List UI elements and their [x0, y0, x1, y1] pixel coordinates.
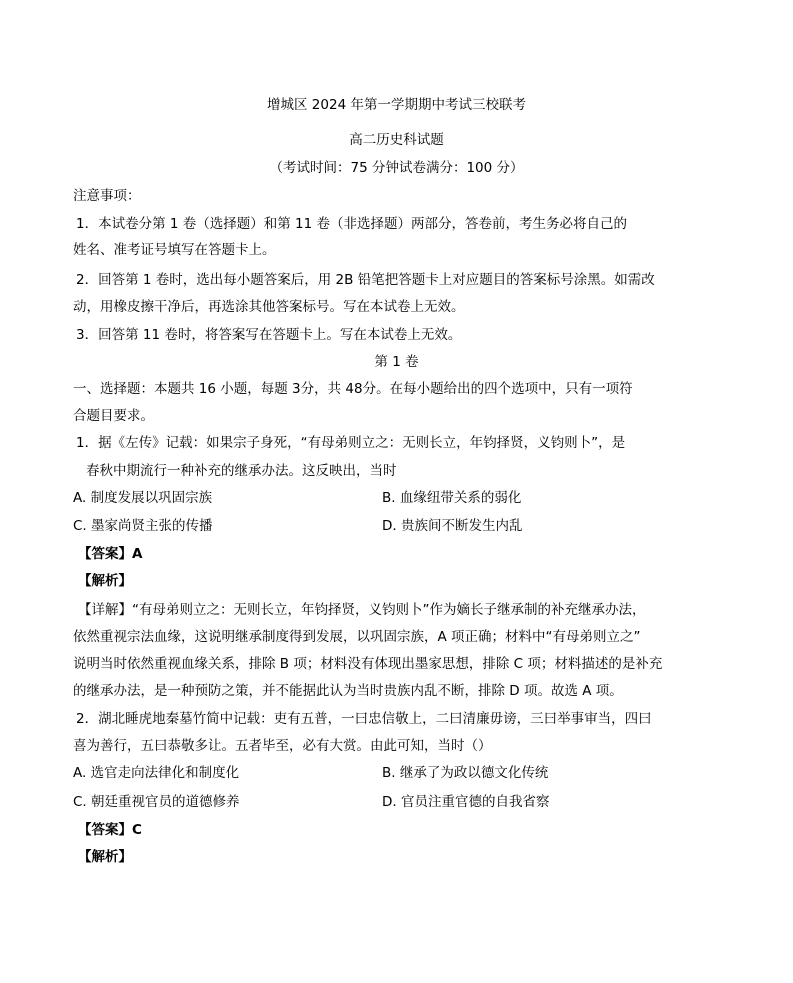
section-instruction-line-2: 合题目要求。	[73, 408, 154, 424]
q1-detail-line-3: 说明当时依然重视血缘关系，排除 B 项；材料没有体现出墨家思想，排除 C 项；材料描述的是补充	[73, 656, 663, 672]
q1-detail-line-4: 的继承办法，是一种预防之策，并不能据此认为当时贵族内乱不断，排除 D 项。故选 A 项。	[73, 683, 623, 699]
note-item-2-line-2: 动，用橡皮擦干净后，再选涂其他答案标号。写在本试卷上无效。	[73, 299, 465, 315]
q1-detail-line-2: 依然重视宗法血缘，这说明继承制度得到发展，以巩固宗族，A 项正确；材料中“有母弟则立之”	[73, 629, 641, 645]
q2-answer: 【答案】C	[78, 822, 142, 838]
q1-answer: 【答案】A	[78, 546, 143, 562]
section-instruction-line-1: 一、选择题：本题共 16 小题，每题 3分，共 48分。在每小题给出的四个选项中，只有一项符	[73, 381, 633, 397]
q2-option-d: D. 官员注重官德的自我省察	[382, 794, 550, 810]
q1-stem-line-1: 1．据《左传》记载：如果宗子身死，“有母弟则立之：无则长立，年钧择贤，义钧则卜”，是	[76, 435, 626, 451]
q1-option-d: D. 贵族间不断发生内乱	[382, 518, 523, 534]
exam-subtitle: 高二历史科试题	[349, 132, 444, 148]
note-item-1-line-2: 姓名、准考证号填写在答题卡上。	[73, 242, 276, 258]
q2-option-a: A. 选官走向法律化和制度化	[73, 765, 240, 781]
exam-title: 增城区 2024 年第一学期期中考试三校联考	[267, 97, 526, 113]
q2-stem-line-2: 喜为善行，五曰恭敬多让。五者毕至，必有大赏。由此可知，当时（）	[73, 738, 492, 754]
section-label: 第 1 卷	[374, 354, 419, 370]
q2-option-c: C. 朝廷重视官员的道德修养	[73, 794, 240, 810]
q1-option-b: B. 血缘纽带关系的弱化	[382, 490, 522, 506]
q2-analysis-label: 【解析】	[78, 849, 132, 865]
note-item-3: 3．回答第 11 卷时，将答案写在答题卡上。写在本试卷上无效。	[76, 327, 462, 343]
q2-stem-line-1: 2．湖北睡虎地秦墓竹简中记载：吏有五普，一曰忠信敬上，二曰清廉毋谤，三曰举事审当，四曰	[76, 711, 652, 727]
exam-info: （考试时间：75 分钟试卷满分：100 分）	[269, 160, 524, 176]
q2-option-b: B. 继承了为政以德文化传统	[382, 765, 549, 781]
note-item-1-line-1: 1．本试卷分第 1 卷（选择题）和第 11 卷（非选择题）两部分，答卷前，考生务必将自己的	[76, 216, 628, 232]
notes-heading: 注意事项：	[73, 188, 141, 204]
q1-detail-line-1: 【详解】“有母弟则立之：无则长立，年钧择贤，义钧则卜”作为嫡长子继承制的补充继承办法，	[78, 602, 646, 618]
q1-analysis-label: 【解析】	[78, 573, 132, 589]
q1-stem-line-2: 春秋中期流行一种补充的继承办法。这反映出，当时	[86, 463, 397, 479]
q1-option-a: A. 制度发展以巩固宗族	[73, 490, 213, 506]
note-item-2-line-1: 2．回答第 1 卷时，选出每小题答案后，用 2B 铅笔把答题卡上对应题目的答案标号涂黑。如需改	[76, 272, 655, 288]
q1-option-c: C. 墨家尚贤主张的传播	[73, 518, 213, 534]
